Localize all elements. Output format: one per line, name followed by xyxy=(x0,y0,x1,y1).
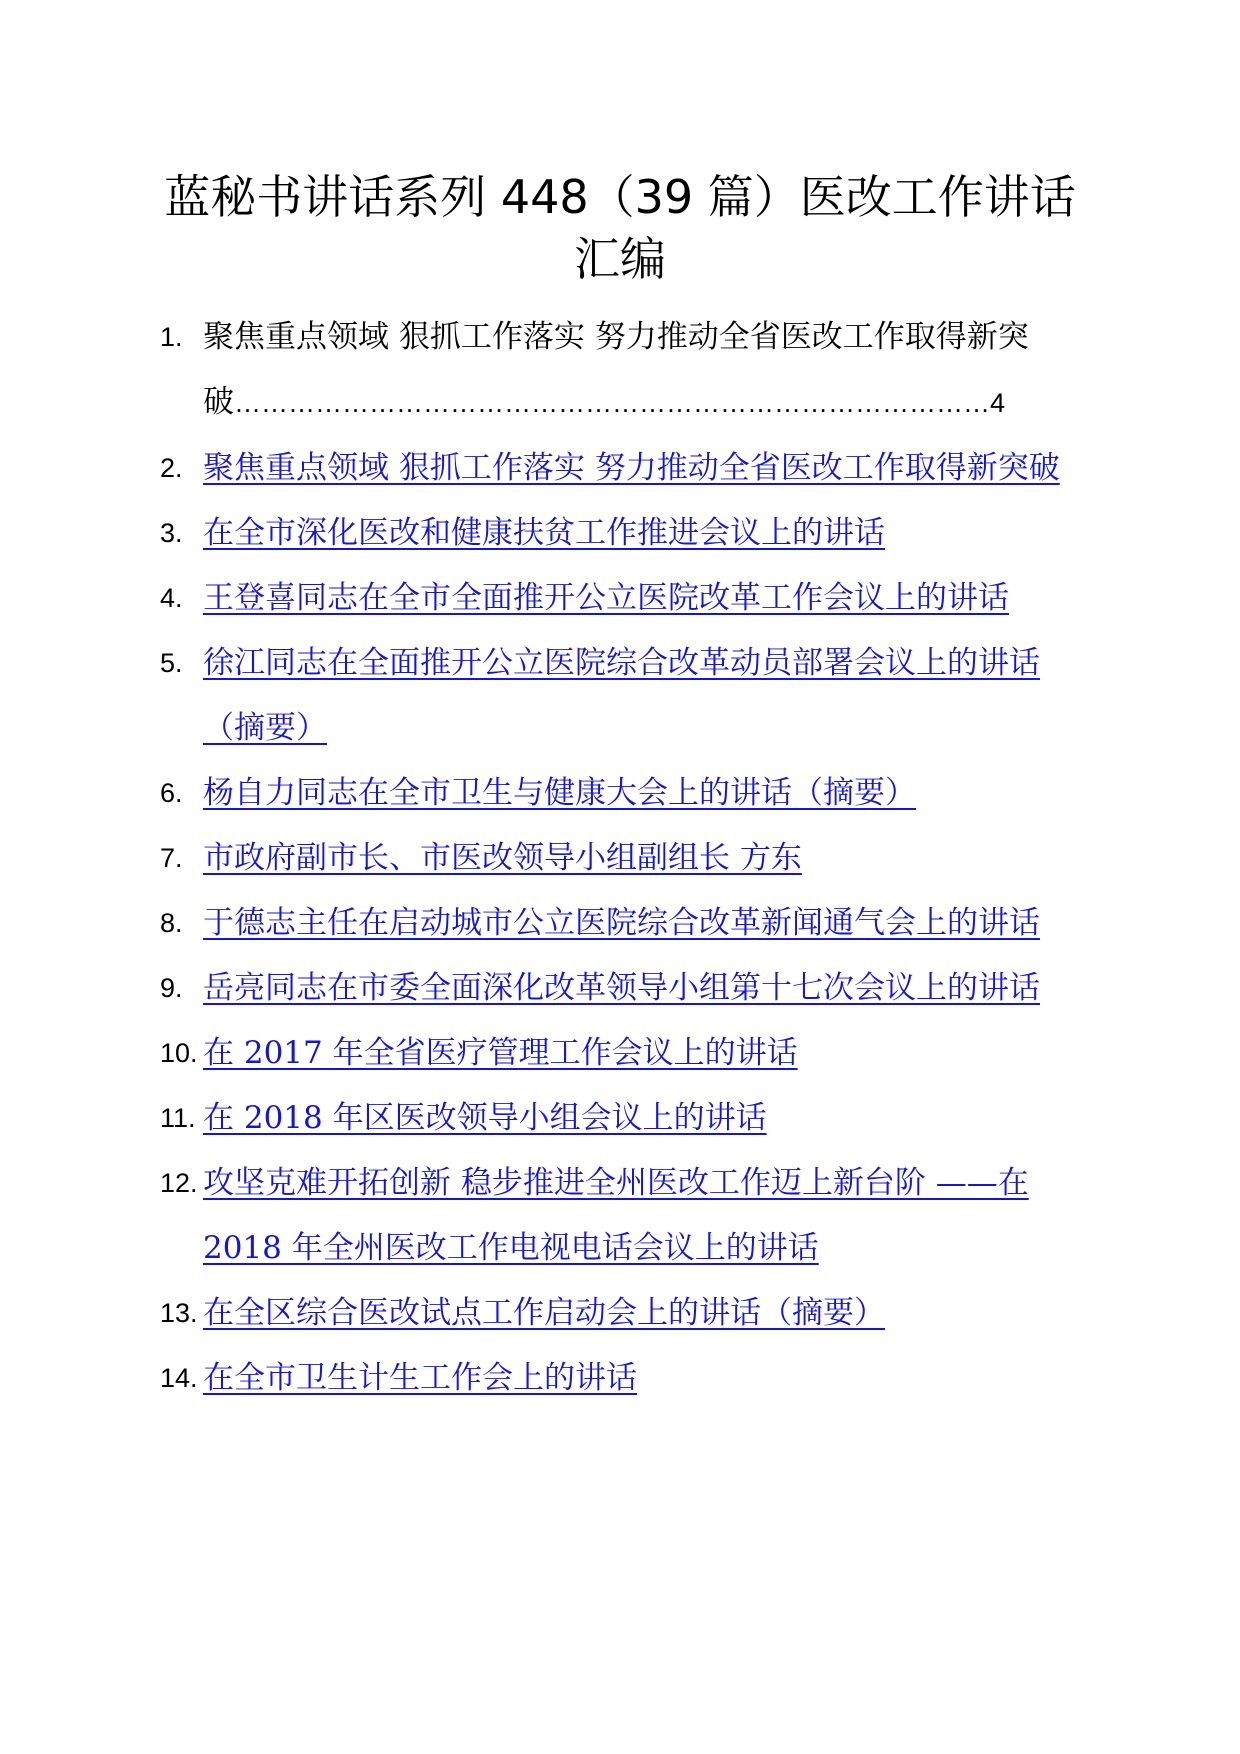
toc-item xyxy=(160,1346,1100,1411)
toc-item xyxy=(160,1151,1100,1281)
toc-item-number: 1. xyxy=(160,322,183,352)
toc-item xyxy=(160,1021,1100,1086)
toc-item xyxy=(160,566,1100,631)
toc-item-number: 4. xyxy=(160,583,183,613)
toc-item xyxy=(160,305,1100,436)
toc-item-number: 5. xyxy=(160,648,183,678)
toc-item-link[interactable]: 在全市深化医改和健康扶贫工作推进会议上的讲话 xyxy=(203,515,885,551)
toc-item-number: 13. xyxy=(160,1298,198,1328)
toc-item xyxy=(160,956,1100,1021)
toc-item-number: 6. xyxy=(160,778,183,808)
toc-item-link[interactable]: 攻坚克难开拓创新 稳步推进全州医改工作迈上新台阶 ——在 2018 年全州医改工作电视电话会议上的讲话 xyxy=(203,1165,1029,1266)
toc-item-link[interactable]: 王登喜同志在全市全面推开公立医院改革工作会议上的讲话 xyxy=(203,580,1009,616)
toc-item xyxy=(160,436,1100,501)
toc-item-link[interactable]: 在 2018 年区医改领导小组会议上的讲话 xyxy=(203,1100,767,1136)
toc-item-number: 7. xyxy=(160,843,183,873)
toc-item-number: 14. xyxy=(160,1363,198,1393)
toc-item-number: 2. xyxy=(160,453,183,483)
toc-page-number: 4 xyxy=(990,388,1006,418)
toc-item-link[interactable]: 徐江同志在全面推开公立医院综合改革动员部署会议上的讲话（摘要） xyxy=(203,645,1040,746)
toc-leader-dots: ………………………………………………………………………… xyxy=(234,388,990,418)
toc-item-number: 9. xyxy=(160,973,183,1003)
toc-item-link[interactable]: 市政府副市长、市医改领导小组副组长 方东 xyxy=(203,840,802,876)
toc-item-link[interactable]: 聚焦重点领域 狠抓工作落实 努力推动全省医改工作取得新突破 xyxy=(203,450,1060,486)
toc-item xyxy=(160,501,1100,566)
toc-item-link[interactable]: 杨自力同志在全市卫生与健康大会上的讲话（摘要） xyxy=(203,775,916,811)
toc-item-number: 8. xyxy=(160,908,183,938)
toc-item-title: 聚焦重点领域 狠抓工作落实 努力推动全省医改工作取得新突破 xyxy=(203,319,1029,420)
toc-item-link[interactable]: 在全区综合医改试点工作启动会上的讲话（摘要） xyxy=(203,1295,885,1331)
toc-item-number: 10. xyxy=(160,1038,198,1068)
toc-item-link[interactable]: 岳亮同志在市委全面深化改革领导小组第十七次会议上的讲话 xyxy=(203,970,1040,1006)
toc-item xyxy=(160,1281,1100,1346)
toc-item-number: 11. xyxy=(160,1103,196,1133)
document-title: 蓝秘书讲话系列 448（39 篇）医改工作讲话汇编 xyxy=(164,170,1076,286)
toc-item xyxy=(160,1086,1100,1151)
toc-item-number: 3. xyxy=(160,518,183,548)
table-of-contents xyxy=(160,305,1100,1411)
toc-item xyxy=(160,891,1100,956)
toc-item xyxy=(160,631,1100,761)
toc-item xyxy=(160,761,1100,826)
toc-item-link[interactable]: 于德志主任在启动城市公立医院综合改革新闻通气会上的讲话 xyxy=(203,905,1040,941)
toc-item-number: 12. xyxy=(160,1168,198,1198)
toc-item-link[interactable]: 在全市卫生计生工作会上的讲话 xyxy=(203,1360,637,1396)
toc-item-link[interactable]: 在 2017 年全省医疗管理工作会议上的讲话 xyxy=(203,1035,798,1071)
toc-item xyxy=(160,826,1100,891)
